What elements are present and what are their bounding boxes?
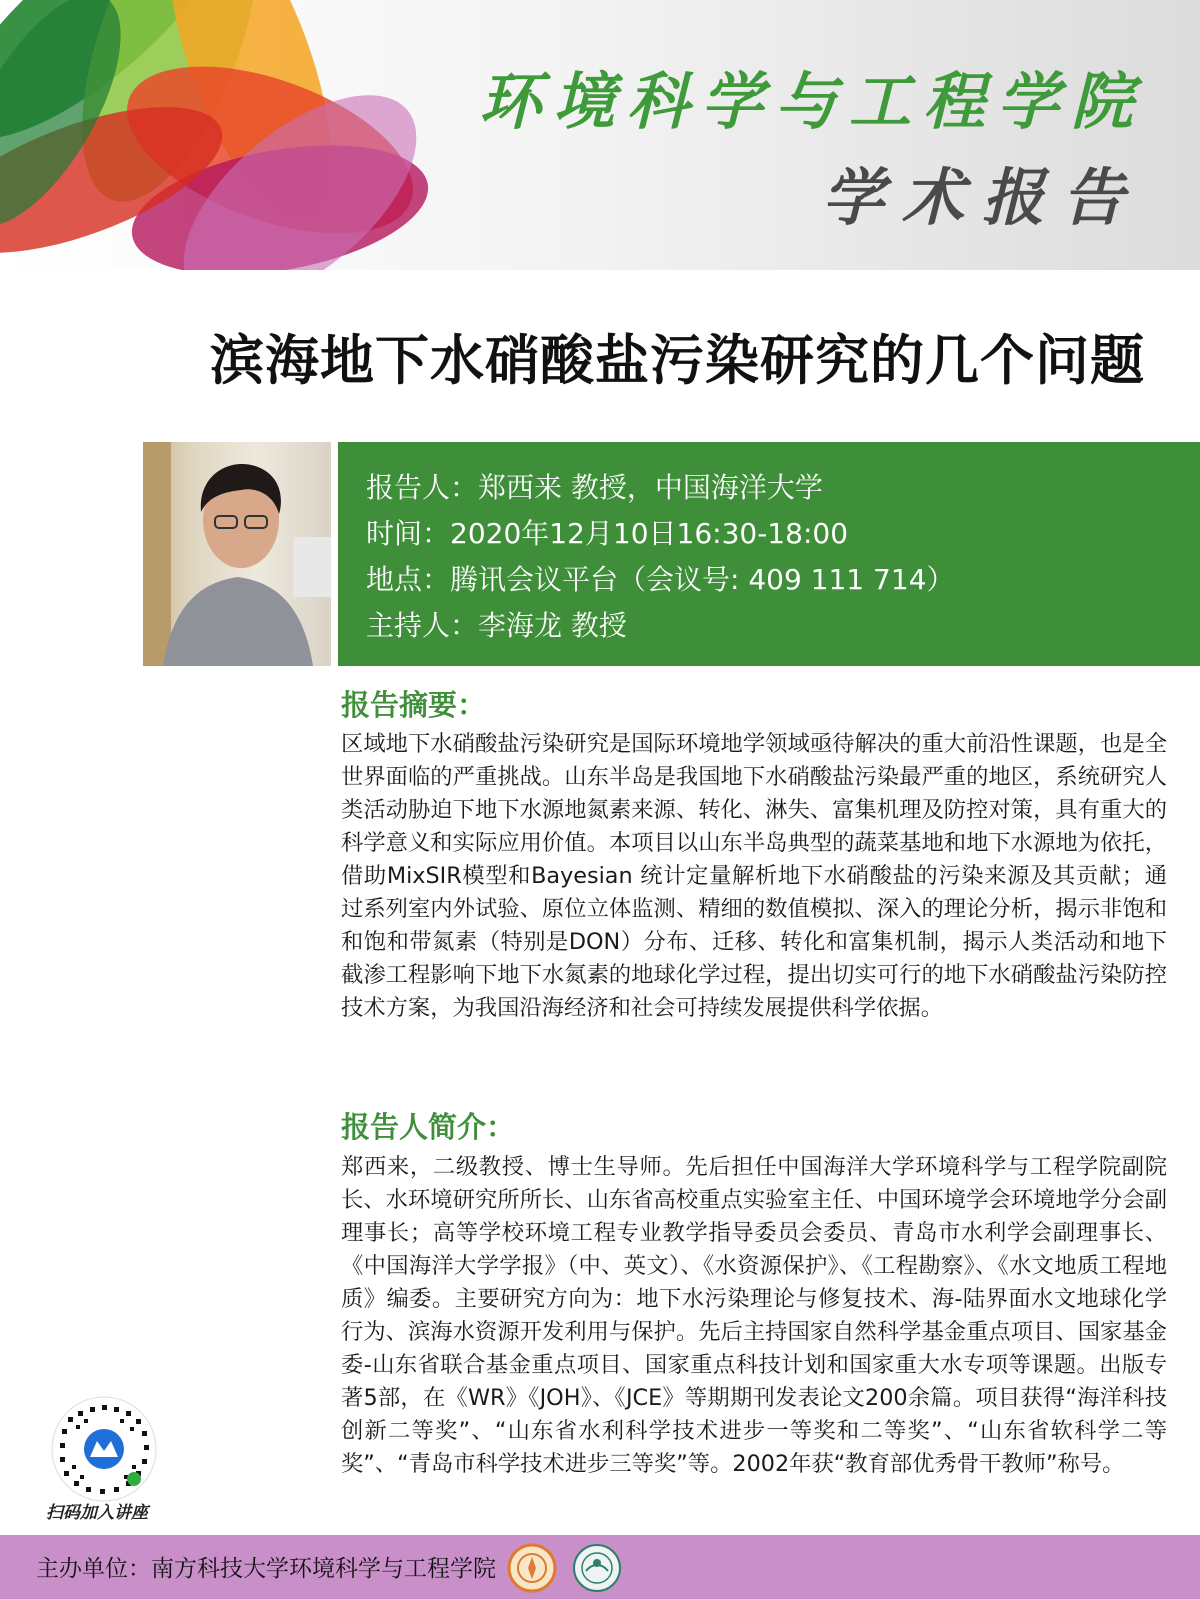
talk-info-box: [338, 442, 1200, 666]
qr-caption: 扫码加入讲座: [46, 1503, 148, 1523]
header-banner: [0, 0, 1200, 270]
time-line: 时间：2020年12月10日16:30-18:00: [366, 517, 849, 550]
event-type-title: 学术报告: [821, 161, 1142, 234]
speaker-photo: [143, 442, 331, 666]
department-title: 环境科学与工程学院: [478, 65, 1145, 138]
abstract-text: 区域地下水硝酸盐污染研究是国际环境地学领域亟待解决的重大前沿性课题，也是全世界面临的严重挑战。山东半岛是我国地下水硝酸盐污染最严重的地区，系统研究人类活动胁迫下地下水源地氮素来源、转化、淋失、富集机理及防控对策，具有重大的科学意义和实际应用价值。本项目以山东半岛典型的蔬菜基地和地下水源地为依托，借助MixSIR模型和Bayesian 统计定量解析地下水硝酸盐的污染来源及其贡献；通过系列室内外试验、原位立体监测、精细的数值模拟、深入的理论分析，揭示非饱和和饱和带氮素（特别是DON）分布、迁移、转化和富集机制，揭示人类活动和地下截渗工程影响下地下水氮素的地球化学过程，提出切实可行的地下水硝酸盐污染防控技术方案，为我国沿海经济和社会可持续发展提供科学依据。: [341, 731, 1167, 1021]
footer-bar: [0, 1535, 1200, 1599]
host-line: 主持人：李海龙 教授: [366, 609, 627, 642]
location-line: 地点：腾讯会议平台（会议号: 409 111 714）: [366, 563, 955, 596]
speaker-line: 报告人：郑西来 教授，中国海洋大学: [366, 471, 823, 504]
bio-heading: 报告人简介：: [341, 1110, 516, 1144]
decorative-petals: [0, 0, 440, 270]
school-logo-icon: [572, 1543, 622, 1593]
qr-code[interactable]: [50, 1395, 158, 1503]
abstract-heading: 报告摘要：: [341, 688, 487, 722]
organizer-text: 主办单位：南方科技大学环境科学与工程学院: [36, 1556, 496, 1582]
university-logo-icon: [507, 1543, 557, 1593]
report-title: 滨海地下水硝酸盐污染研究的几个问题: [210, 329, 1145, 392]
bio-text: 郑西来，二级教授、博士生导师。先后担任中国海洋大学环境科学与工程学院副院长、水环境研究所所长、山东省高校重点实验室主任、中国环境学会环境地学分会副理事长；高等学校环境工程专业教学指导委员会委员、青岛市水利学会副理事长、《中国海洋大学学报》（中、英文）、《水资源保护》、《工程勘察》、《水文地质工程地质》编委。主要研究方向为：地下水污染理论与修复技术、海-陆界面水文地球化学行为、滨海水资源开发利用与保护。先后主持国家自然科学基金重点项目、国家基金委-山东省联合基金重点项目、国家重点科技计划和国家重大水专项等课题。出版专著5部，在《WR》《JOH》、《JCE》等期期刊发表论文200余篇。项目获得“海洋科技创新二等奖”、“山东省水利科学技术进步一等奖和二等奖”、“山东省软科学二等奖”、“青岛市科学技术进步三等奖”等。2002年获“教育部优秀骨干教师”称号。: [341, 1154, 1167, 1477]
